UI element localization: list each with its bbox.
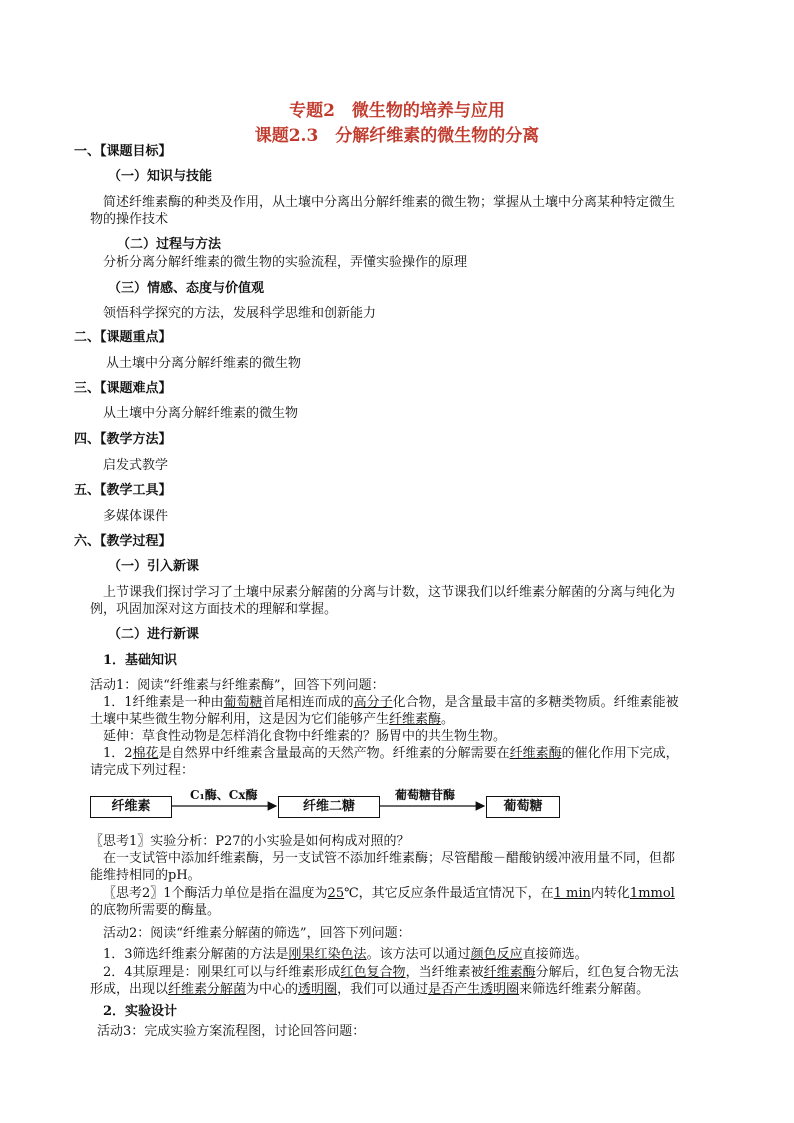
think1-answer-line2: 能维持相同的pH。 bbox=[90, 868, 201, 883]
blank-decomposer: 纤维素分解菌 bbox=[168, 982, 247, 997]
section-difficulty-heading: 三、【课题难点】 bbox=[74, 381, 172, 396]
extension-note: 延伸：草食性动物是怎样消化食物中纤维素的？肠胃中的共生物生物。 bbox=[103, 729, 507, 744]
difficulty-text: 从土壤中分离分解纤维素的微生物 bbox=[103, 406, 299, 421]
activity1-prompt: 活动1：阅读“纤维素与纤维素酶”，回答下列问题： bbox=[90, 678, 385, 693]
section-tools-heading: 五、【教学工具】 bbox=[74, 483, 172, 498]
blank-color-reaction: 颜色反应 bbox=[470, 947, 523, 962]
blank-clear-zone-presence: 是否产生透明圈 bbox=[428, 982, 520, 997]
experiment-design-heading: 2．实验设计 bbox=[103, 1004, 178, 1019]
blank-cotton: 棉花 bbox=[132, 746, 159, 761]
think2-line1: 〖思考2〗1个酶活力单位是指在温度为25℃，其它反应条件最适宜情况下，在1 min内转化1mmol bbox=[103, 886, 675, 901]
intro-text-line1: 上节课我们探讨学习了土壤中尿素分解菌的分离与计数，这节课我们以纤维素分解菌的分离与纯化为 bbox=[103, 585, 676, 600]
goals-knowledge-text-line1: 简述纤维素酶的种类及作用，从土壤中分离出分解纤维素的微生物；掌握从土壤中分离某种特定微生 bbox=[103, 195, 676, 210]
think1-answer-line1: 在一支试管中添加纤维素酶，另一支试管不添加纤维素酶；尽管醋酸－醋酸钠缓冲液用量不同，但都 bbox=[103, 851, 676, 866]
paragraph-1-3: 1．3筛选纤维素分解菌的方法是刚果红染色法。该方法可以通过颜色反应直接筛选。 bbox=[103, 947, 588, 962]
blank-time: 1 min bbox=[553, 886, 591, 901]
section-goals-heading: 一、【课题目标】 bbox=[74, 144, 172, 159]
flow-box-glucose: 葡萄糖 bbox=[486, 796, 560, 818]
intro-text-line2: 例，巩固加深对这方面技术的理解和掌握。 bbox=[90, 602, 338, 617]
blank-cellulase: 纤维素酶 bbox=[389, 712, 442, 727]
goals-process-text: 分析分离分解纤维素的微生物的实验流程，弄懂实验操作的原理 bbox=[103, 255, 468, 270]
paragraph-1-1-line1: 1．1纤维素是一种由葡萄糖首尾相连而成的高分子化合物，是含量最丰富的多糖类物质。纤维素能被 bbox=[103, 695, 679, 710]
activity3-prompt: 活动3：完成实验方案流程图，讨论回答问题： bbox=[97, 1024, 366, 1039]
flow-label-enzymes: C₁酶、Cx酶 bbox=[190, 788, 258, 802]
flow-box-cellobiose: 纤维二糖 bbox=[278, 796, 380, 818]
paragraph-1-2-line2: 请完成下列过程： bbox=[90, 763, 195, 778]
section-process-heading: 六、【教学过程】 bbox=[74, 534, 172, 549]
tools-text: 多媒体课件 bbox=[103, 509, 169, 524]
section-focus-heading: 二、【课题重点】 bbox=[74, 330, 172, 345]
flow-label-glucosidase: 葡萄糖苷酶 bbox=[395, 788, 456, 802]
focus-text: 从土壤中分离分解纤维素的微生物 bbox=[106, 356, 302, 371]
document-title-topic: 专题2 微生物的培养与应用 bbox=[289, 101, 505, 121]
blank-amount: 1mmol bbox=[629, 886, 675, 901]
paragraph-2-4-line1: 2．4其原理是：刚果红可以与纤维素形成红色复合物，当纤维素被纤维素酶分解后，红色复合物无法 bbox=[103, 965, 679, 980]
paragraph-1-2-line1: 1．2棉花是自然界中纤维素含量最高的天然产物。纤维素的分解需要在纤维素酶的催化作用下完成， bbox=[103, 746, 679, 761]
blank-temperature: 25 bbox=[327, 886, 345, 901]
subsection-process-heading: （二）过程与方法 bbox=[117, 237, 222, 252]
method-text: 启发式教学 bbox=[103, 458, 169, 473]
section-method-heading: 四、【教学方法】 bbox=[74, 432, 172, 447]
blank-cellulase-3: 纤维素酶 bbox=[483, 965, 536, 980]
subsection-values-heading: （三）情感、态度与价值观 bbox=[108, 281, 265, 296]
flow-box-cellulose: 纤维素 bbox=[90, 796, 172, 818]
blank-congo-red: 刚果红染色法 bbox=[288, 947, 367, 962]
think2-line2: 的底物所需要的酶量。 bbox=[90, 903, 221, 918]
blank-polymer: 高分子 bbox=[353, 695, 393, 710]
basic-knowledge-heading: 1．基础知识 bbox=[103, 653, 178, 668]
document-title-lesson: 课题2.3 分解纤维素的微生物的分离 bbox=[254, 126, 540, 146]
subsection-intro-heading: （一）引入新课 bbox=[108, 559, 200, 574]
paragraph-2-4-line2: 形成，出现以纤维素分解菌为中心的透明圈，我们可以通过是否产生透明圈来筛选纤维素分解菌。 bbox=[90, 982, 650, 997]
blank-red-complex: 红色复合物 bbox=[340, 965, 406, 980]
blank-glucose: 葡萄糖 bbox=[223, 695, 263, 710]
goals-values-text: 领悟科学探究的方法，发展科学思维和创新能力 bbox=[103, 306, 377, 321]
subsection-new-lesson-heading: （二）进行新课 bbox=[108, 627, 200, 642]
blank-cellulase-2: 纤维素酶 bbox=[509, 746, 562, 761]
think1-question: 〖思考1〗实验分析：P27的小实验是如何构成对照的？ bbox=[90, 834, 410, 849]
goals-knowledge-text-line2: 物的操作技术 bbox=[90, 212, 169, 227]
activity2-prompt: 活动2：阅读“纤维素分解菌的筛选”，回答下列问题： bbox=[103, 926, 411, 941]
subsection-knowledge-heading: （一）知识与技能 bbox=[108, 169, 213, 184]
paragraph-1-1-line2: 土壤中某些微生物分解利用，这是因为它们能够产生纤维素酶。 bbox=[90, 712, 455, 727]
blank-clear-zone: 透明圈 bbox=[298, 982, 338, 997]
